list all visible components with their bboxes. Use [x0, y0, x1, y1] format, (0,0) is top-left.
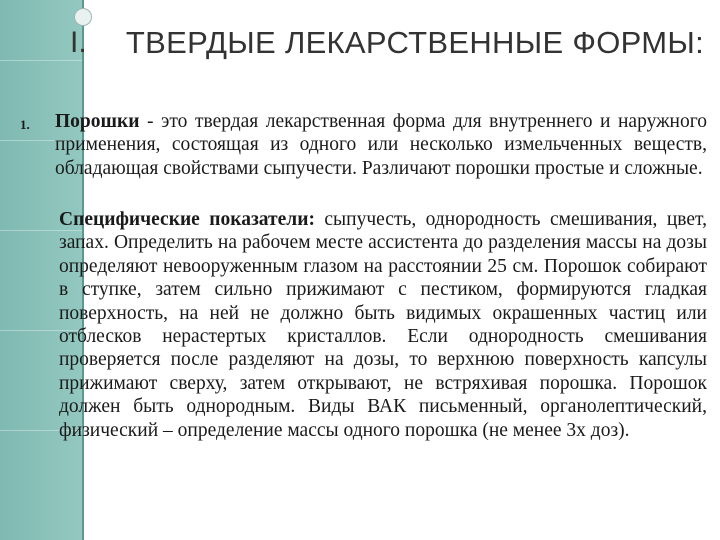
specific-indicators: [59, 208, 707, 442]
decorative-circle-icon: [74, 8, 92, 26]
list-number: 1.: [20, 117, 30, 132]
title-number: I.: [70, 26, 87, 59]
powders-definition-text: - это твердая лекарственная форма для внутреннего и наружного применения, состоящая из одного или несколько измельченных веществ, обладающая свойствами сыпучести. Различают порошки простые и сложные.: [55, 111, 707, 179]
page-title: ТВЕРДЫЕ ЛЕКАРСТВЕННЫЕ ФОРМЫ:: [125, 25, 705, 60]
indicators-label: Специфические показатели:: [59, 209, 315, 230]
powders-definition: [55, 110, 707, 180]
sidebar-stripe: [0, 60, 82, 61]
powders-term: Порошки: [55, 111, 140, 132]
indicators-text: сыпучесть, однородность смешивания, цвет, запах. Определить на рабочем месте ассистента до разделения массы на дозы определяют невооруженным глазом на расстоянии 25 см. Порошок собирают в ступке, затем сильно прижимают с пестиком, формируются гладкая поверхность, на ней не должно быть видимых окрашенных частиц или отблесков нерастертых кристаллов. Если однородность смешивания проверяется после разделяют на дозы, то верхнюю поверхность капсулы прижимают сверху, затем открывают, не встряхивая порошка. Порошок должен быть однородным. Виды ВАК письменный, органолептический, физический – определение массы одного порошка (не менее 3х доз).: [59, 209, 707, 441]
